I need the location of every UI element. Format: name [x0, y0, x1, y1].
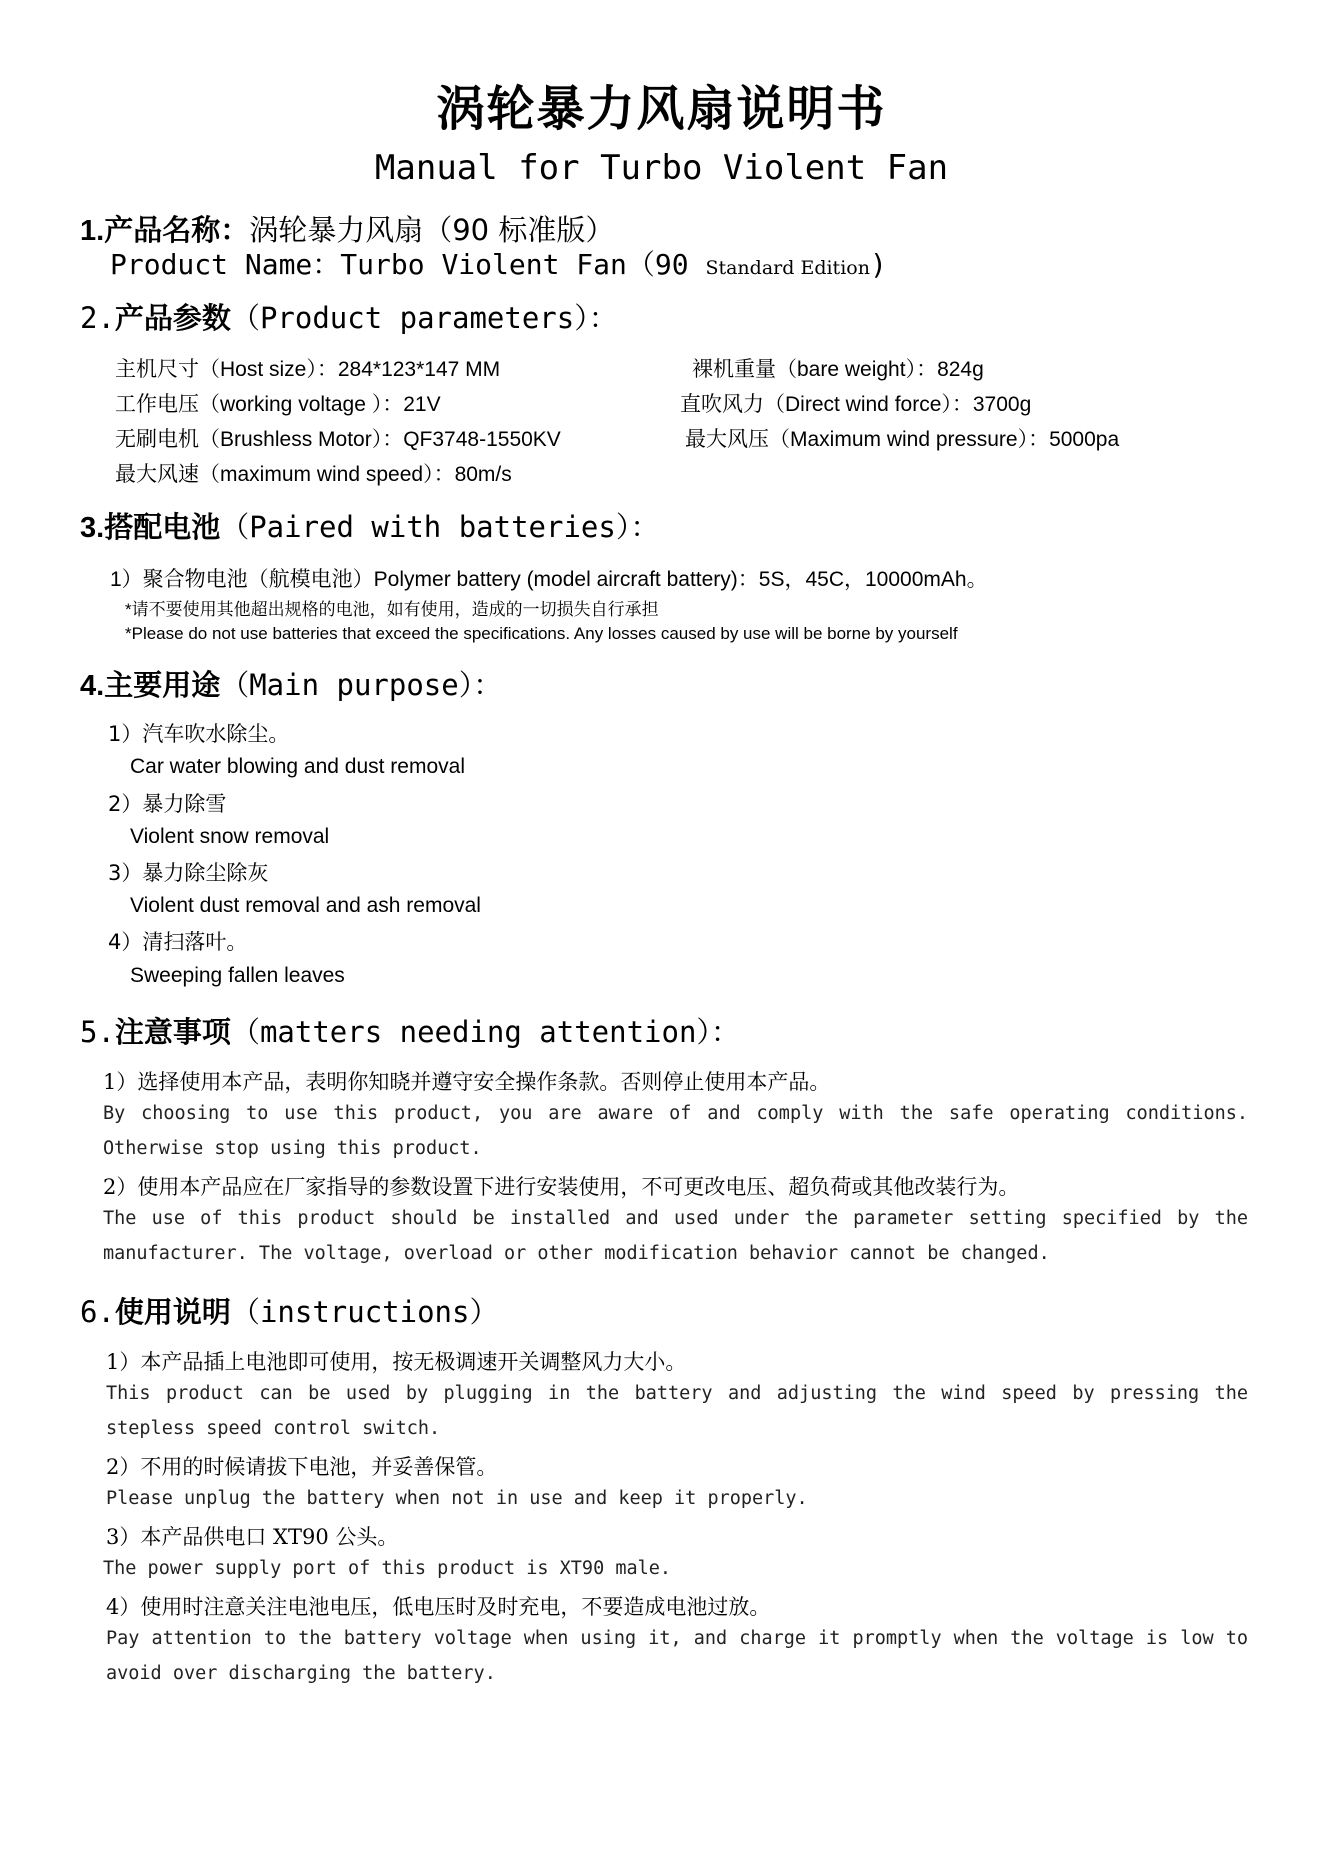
section-4-heading [80, 663, 502, 704]
attention-2-en: The use of this product should be installed and used under the parameter setting specified by the manufacturer. The voltage, overload or other modification behavior cannot be changed. [103, 1208, 1248, 1264]
section-3-title-en: （Paired with batteries）： [220, 510, 660, 544]
section-1-label: 产品名称： [104, 213, 250, 247]
param-wind-pressure: 最大风压（Maximum wind pressure）：5000pa [685, 428, 1120, 451]
product-name-en-value: Turbo Violent Fan（90 [340, 248, 689, 281]
param-working-voltage: 工作电压（working voltage ）：21V [115, 393, 441, 416]
param-host-size: 主机尺寸（Host size）：284*123*147 MM [115, 358, 501, 381]
instruction-2-cn: 2）不用的时候请拔下电池，并妥善保管。 [106, 1455, 498, 1479]
section-2-title-en: （Product parameters）： [230, 301, 618, 335]
section-4-title-cn: 主要用途 [104, 668, 221, 702]
instruction-4-cn: 4）使用时注意关注电池电压，低电压时及时充电，不要造成电池过放。 [106, 1595, 771, 1619]
instruction-1-en: This product can be used by plugging in the battery and adjusting the wind speed by pressing the stepless speed control switch. [106, 1383, 1248, 1439]
section-1-value: 涡轮暴力风扇（90 标准版） [249, 213, 615, 247]
instruction-2-en: Please unplug the battery when not in use and keep it properly. [106, 1488, 808, 1509]
purpose-item-3-cn: 3）暴力除尘除灰 [108, 861, 269, 885]
section-3-title-cn: 搭配电池 [104, 510, 221, 544]
product-name-en-label: Product Name： [110, 248, 341, 281]
document-subtitle: Manual for Turbo Violent Fan [374, 148, 949, 188]
purpose-item-4-cn: 4）清扫落叶。 [108, 930, 248, 954]
section-2-title-cn: 产品参数 [114, 301, 231, 335]
document-title: 涡轮暴力风扇说明书 [436, 81, 887, 137]
section-6-title-en: （instructions） [230, 1295, 499, 1329]
battery-note-cn: *请不要使用其他超出规格的电池，如有使用，造成的一切损失自行承担 [125, 600, 659, 619]
section-1-number: 1. [80, 215, 105, 247]
section-6-number: 6. [80, 1295, 115, 1329]
purpose-item-4-en: Sweeping fallen leaves [130, 964, 345, 987]
instruction-3-cn: 3）本产品供电口 XT90 公头。 [106, 1525, 399, 1549]
battery-note-en: *Please do not use batteries that exceed the specifications. Any losses caused by use will be borne by yourself [125, 624, 958, 643]
section-4-title-en: （Main purpose）： [220, 668, 503, 702]
purpose-item-1-cn: 1）汽车吹水除尘。 [108, 722, 290, 746]
purpose-item-3-en: Violent dust removal and ash removal [130, 894, 481, 917]
purpose-item-2-cn: 2）暴力除雪 [108, 792, 227, 816]
purpose-item-2-en: Violent snow removal [130, 825, 330, 848]
section-5-title-cn: 注意事项 [114, 1015, 231, 1049]
product-name-en-edition: Standard Edition [705, 257, 870, 279]
attention-1-en: By choosing to use this product, you are aware of and comply with the safe operating conditions. Otherwise stop using this product. [103, 1103, 1248, 1159]
attention-2-cn: 2）使用本产品应在厂家指导的参数设置下进行安装使用，不可更改电压、超负荷或其他改装行为。 [103, 1175, 1020, 1199]
attention-1-cn: 1）选择使用本产品，表明你知晓并遵守安全操作条款。否则停止使用本产品。 [103, 1070, 831, 1094]
instruction-1-cn: 1）本产品插上电池即可使用，按无极调速开关调整风力大小。 [106, 1350, 687, 1374]
product-name-en [110, 243, 887, 283]
param-bare-weight: 裸机重量（bare weight）：824g [692, 358, 984, 381]
instruction-3-en: The power supply port of this product is XT90 male. [103, 1558, 672, 1579]
param-motor: 无刷电机（Brushless Motor）：QF3748-1550KV [115, 428, 561, 451]
section-5-heading [80, 1010, 740, 1051]
section-5-number: 5. [80, 1015, 115, 1049]
purpose-item-1-en: Car water blowing and dust removal [130, 755, 465, 778]
param-wind-force: 直吹风力（Direct wind force）：3700g [680, 393, 1032, 416]
instruction-4-en: Pay attention to the battery voltage when using it, and charge it promptly when the voltage is low to avoid over discharging the battery. [106, 1628, 1248, 1684]
section-3-heading [80, 505, 659, 546]
section-2-heading [80, 296, 618, 337]
section-5-title-en: （matters needing attention）： [230, 1015, 740, 1049]
product-name-en-close: ) [869, 248, 887, 281]
section-3-number: 3. [80, 512, 105, 544]
param-wind-speed: 最大风速（maximum wind speed）：80m/s [115, 463, 512, 486]
section-6-heading [80, 1290, 498, 1331]
section-6-title-cn: 使用说明 [114, 1295, 231, 1329]
section-2-number: 2. [80, 301, 115, 335]
section-4-number: 4. [80, 670, 105, 702]
battery-spec: 1）聚合物电池（航模电池）Polymer battery (model aircraft battery)：5S，45C，10000mAh。 [110, 568, 988, 591]
